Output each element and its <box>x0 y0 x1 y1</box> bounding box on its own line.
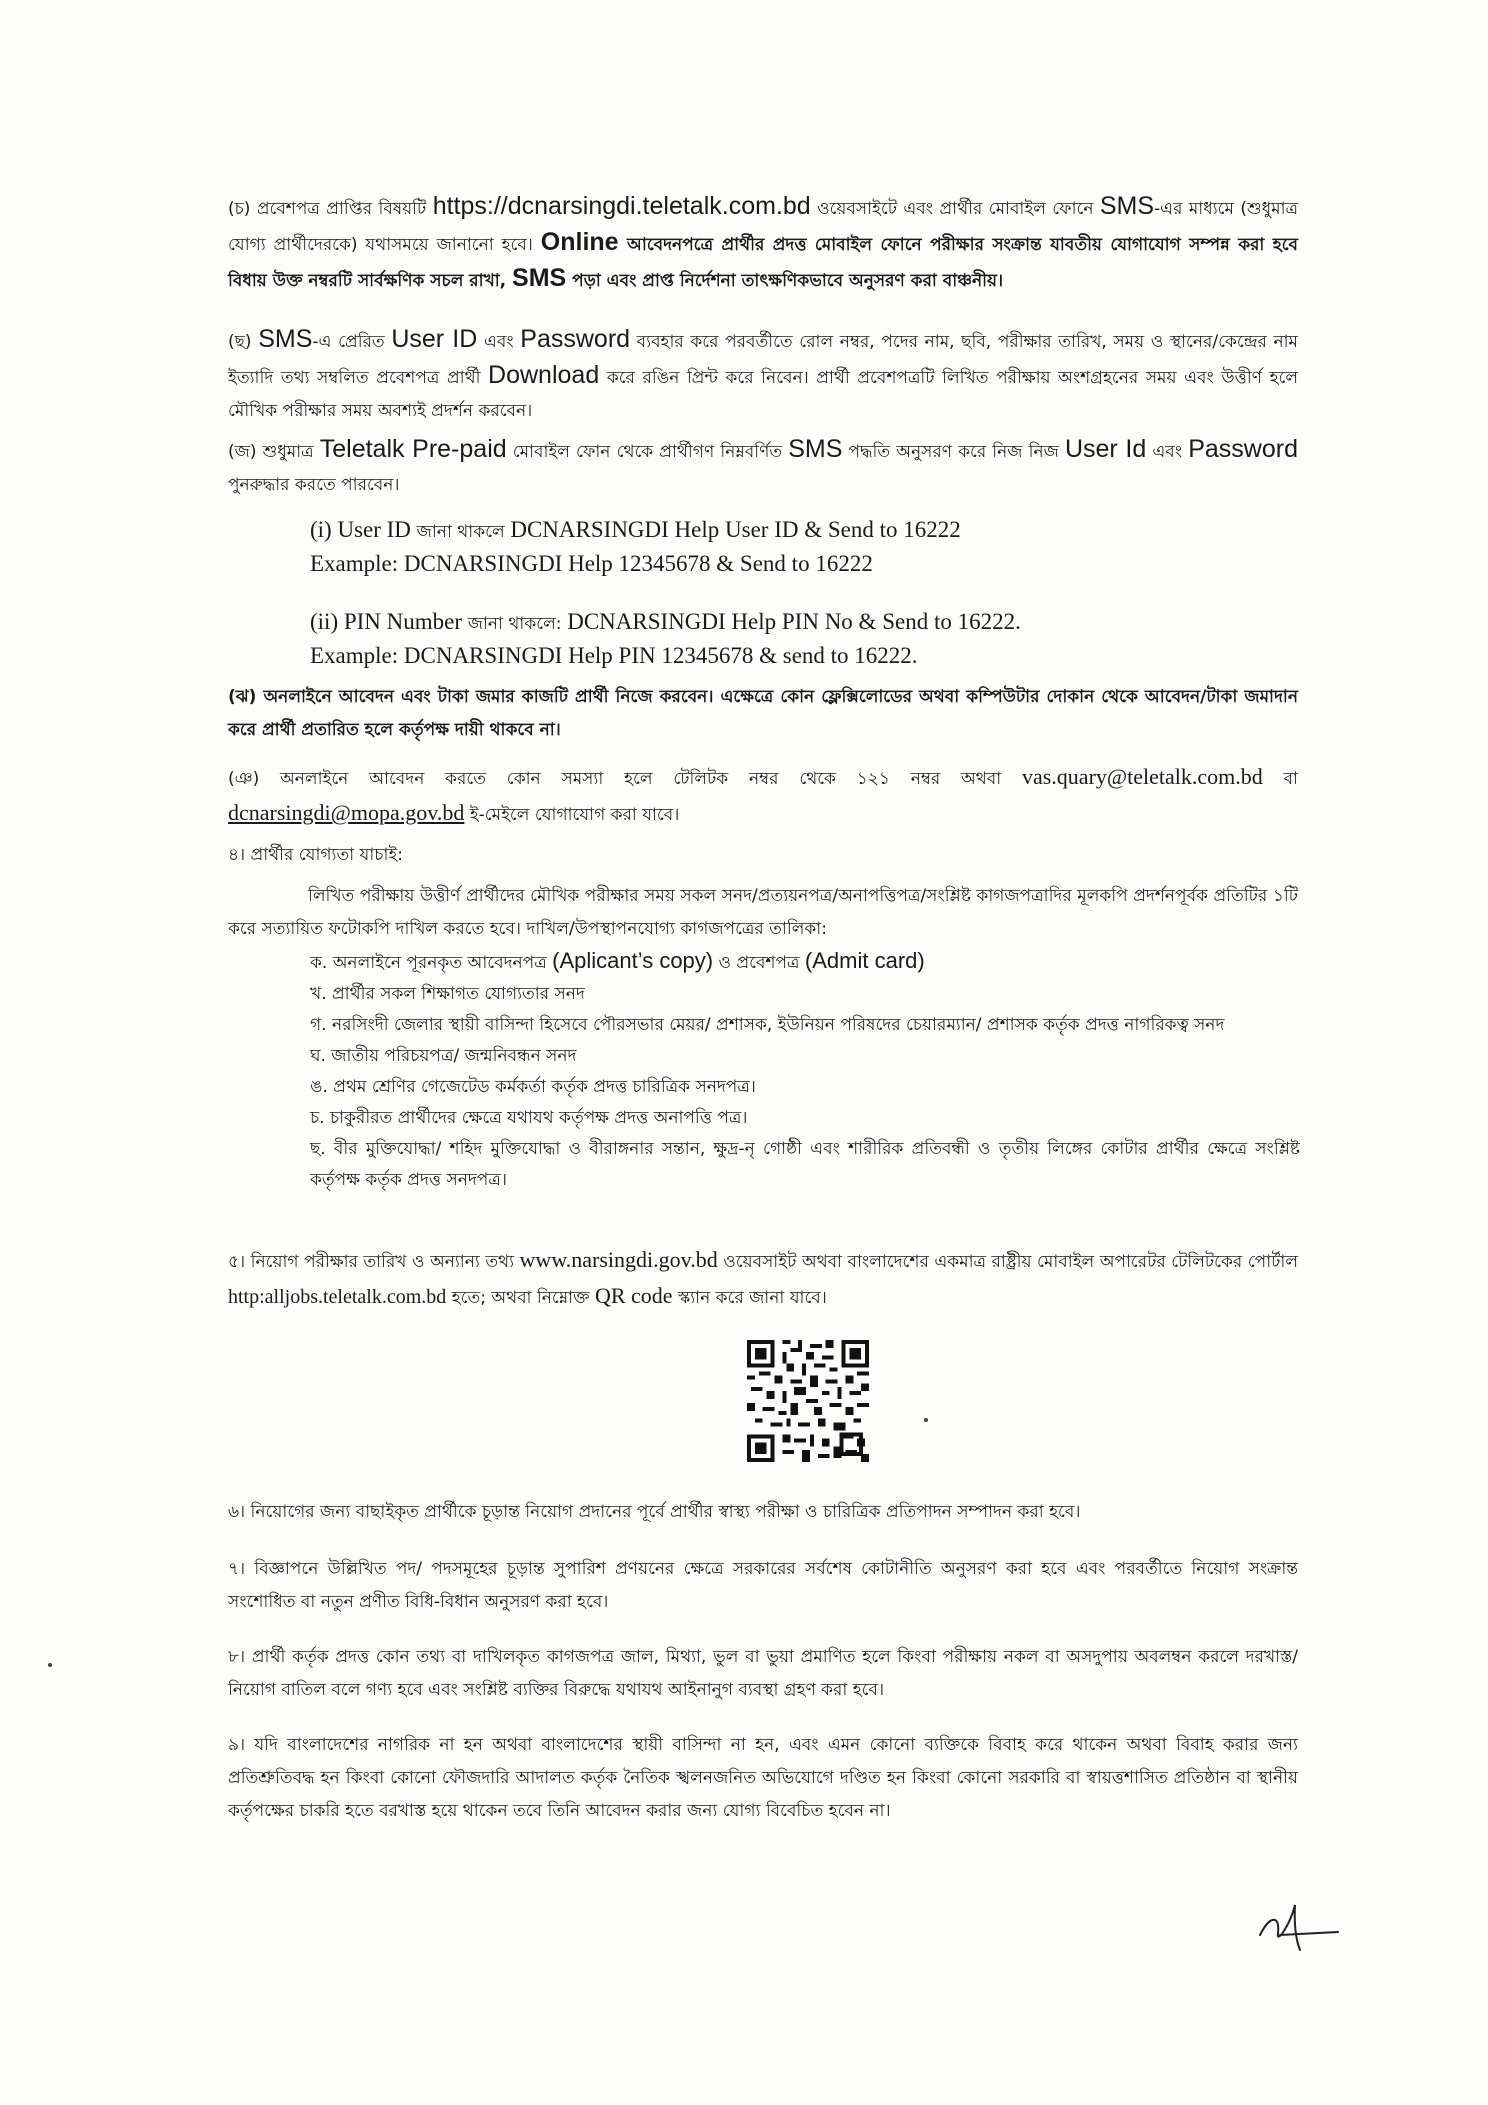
text: (চ) প্রবেশপত্র প্রাপ্তির বিষয়টি <box>228 199 433 219</box>
text: মোবাইল ফোন থেকে প্রার্থীগণ নিম্নবর্ণিত <box>506 442 789 462</box>
text: (ঝ) অনলাইনে আবেদন এবং টাকা জমার কাজটি প্রার্থী নিজে করবেন। এক্ষেত্রে কোন ফ্লেক্সিলোডের অথবা কম্পিউটার দোকান থেকে আবেদন/টাকা জমাদান করে প্রার্থী প্রতারিত হলে কর্তৃপক্ষ দায়ী থাকবে না। <box>228 687 1298 740</box>
text: (ঞ) অনলাইনে আবেদন করতে কোন সমস্যা হলে টেলিটক নম্বর থেকে ১২১ নম্বর অথবা <box>228 769 1022 789</box>
text: জানা থাকলে: <box>467 614 562 634</box>
text: SMS <box>512 264 567 292</box>
text: Password <box>1188 435 1298 463</box>
text: করে রঙিন প্রিন্ট করে নিবেন। প্রার্থী প্রবেশপত্রটি লিখিত পরীক্ষায় অংশগ্রহনের সময় এবং উত্তীর্ণ হলে মৌখিক পরীক্ষার সময় অবশ্যই প্রদর্শন করবেন। <box>228 368 1298 421</box>
text: SMS <box>1099 192 1155 220</box>
text: আবেদনপত্রে প্রার্থীর প্রদত্ত মোবাইল ফোনে পরীক্ষার সংক্রান্ত যাবতীয় যোগাযোগ সম্পন্ন করা হবে বিধায় উক্ত নম্বরটি সার্বক্ষণিক সচল রাখা, <box>228 235 1298 291</box>
list-item: ছ. বীর মুক্তিযোদ্ধা/ শহিদ মুক্তিযোদ্ধা ও বীরাঙ্গনার সন্তান, ক্ষুদ্র-নৃ গোষ্ঠী এবং শারীরিক প্রতিবন্ধী ও তৃতীয় লিঙ্গের কোটার প্রার্থীর ক্ষেত্রে সংশ্লিষ্ট কর্তৃপক্ষ কর্তৃক প্রদত্ত সনদপত্র। <box>310 1139 1300 1190</box>
text: Download <box>488 361 600 389</box>
text: (ii) PIN Number <box>310 609 468 634</box>
para-chha <box>228 323 1298 428</box>
url-alljobs: http:alljobs.teletalk.com.bd <box>228 1286 447 1308</box>
speck <box>48 1663 52 1667</box>
section-4-title <box>228 839 1298 872</box>
text: (ছ) <box>228 332 259 352</box>
email-teletalk: vas.quary@teletalk.com.bd <box>1021 764 1263 789</box>
section-7 <box>228 1553 1298 1619</box>
text: -এর মাধ্যমে (শুধুমাত্র যোগ্য প্রার্থীদেরকে) যথাসময়ে জানানো হবে। <box>228 199 1298 255</box>
text: ই-মেইলে যোগাযোগ করা যাবে। <box>464 805 680 825</box>
text: পুনরুদ্ধার করতে পারবেন। <box>228 475 400 495</box>
text: ৭। বিজ্ঞাপনে উল্লিখিত পদ/ পদসমূহের চূড়ান্ত সুপারিশ প্রণয়নের ক্ষেত্রে সরকারের সর্বশেষ কোটানীতি অনুসরণ করা হবে এবং পরবর্তীতে নিয়োগ সংক্রান্ত সংশোধিত বা নতুন প্রণীত বিধি-বিধান অনুসরণ করা হবে। <box>228 1559 1298 1612</box>
text: (Aplicant’s copy) <box>552 948 714 973</box>
para-jha <box>228 681 1298 747</box>
text: -এ প্রেরিত <box>312 332 392 352</box>
text: পড়া এবং প্রাপ্ত নির্দেশনা তাৎক্ষণিকভাবে অনুসরণ করা বাঞ্চনীয়। <box>566 271 1004 291</box>
text: QR code <box>594 1283 673 1308</box>
section-4-body <box>228 880 1298 946</box>
list-item: ঘ. জাতীয় পরিচয়পত্র/ জন্মনিবন্ধন সনদ <box>310 1046 577 1066</box>
text: ওয়েবসাইট অথবা বাংলাদেশের একমাত্র রাষ্ট্রীয় মোবাইল অপারেটর টেলিটকের পোর্টাল <box>717 1252 1298 1272</box>
text: জানা থাকলে <box>416 522 505 542</box>
url-teletalk: https://dcnarsingdi.teletalk.com.bd <box>432 192 811 220</box>
text: SMS <box>788 435 843 463</box>
text: বা <box>1262 769 1298 789</box>
text: স্ক্যান করে জানা যাবে। <box>672 1288 827 1308</box>
text: ও প্রবেশপত্র <box>713 953 805 973</box>
text: পদ্ধতি অনুসরণ করে নিজ নিজ <box>842 442 1065 462</box>
list-item: খ. প্রার্থীর সকল শিক্ষাগত যোগ্যতার সনদ <box>310 984 585 1004</box>
text: Teletalk Pre-paid <box>319 435 507 463</box>
sms-example-pin <box>310 606 1310 671</box>
text: ব্যবহার করে পরবর্তীতে রোল নম্বর, পদের নাম, ছবি, পরীক্ষার তারিখ, সময় ও স্থানের/কেন্দ্রের নাম ইত্যাদি তথ্য সম্বলিত প্রবেশপত্র প্রার্থী <box>228 332 1298 388</box>
section-5 <box>228 1243 1298 1315</box>
text: Online <box>540 228 619 256</box>
section-6 <box>228 1496 1298 1529</box>
text: (i) User ID <box>310 517 417 542</box>
list-item: গ. নরসিংদী জেলার স্থায়ী বাসিন্দা হিসেবে পৌরসভার মেয়র/ প্রশাসক, ইউনিয়ন পরিষদের চেয়ারম্যান/ প্রশাসক কর্তৃক প্রদত্ত নাগরিকত্ব সনদ <box>310 1015 1225 1035</box>
documents-list <box>310 945 1300 1196</box>
text: DCNARSINGDI Help User ID & Send to 16222 <box>504 517 961 542</box>
speck <box>924 1418 928 1422</box>
text: (জ) শুধুমাত্র <box>228 442 320 462</box>
para-ja <box>228 433 1298 502</box>
list-item <box>310 945 1300 979</box>
text: হতে; অথবা নিম্নোক্ত <box>446 1288 595 1308</box>
qr-code-icon <box>746 1340 870 1462</box>
text: Example: DCNARSINGDI Help PIN 12345678 & send to 16222. <box>310 643 918 668</box>
section-8 <box>228 1641 1298 1707</box>
text: এবং <box>477 332 521 352</box>
text: ক. অনলাইনে পূরনকৃত আবেদনপত্র <box>310 953 553 973</box>
text: SMS <box>258 325 313 353</box>
para-cha <box>228 190 1298 298</box>
email-dcnarsingdi[interactable]: dcnarsingdi@mopa.gov.bd <box>228 800 465 825</box>
text: ৪। প্রার্থীর যোগ্যতা যাচাই: <box>228 845 403 865</box>
url-narsingdi: www.narsingdi.gov.bd <box>519 1247 718 1272</box>
para-nya <box>228 760 1298 832</box>
text: ৮। প্রার্থী কর্তৃক প্রদত্ত কোন তথ্য বা দাখিলকৃত কাগজপত্র জাল, মিথ্যা, ভুল বা ভুয়া প্রমাণিত হলে কিংবা পরীক্ষায় নকল বা অসদুপায় অবলম্বন করলে দরখাস্ত/নিয়োগ বাতিল বলে গণ্য হবে এবং সংশ্লিষ্ট ব্যক্তির বিরুদ্ধে যথাযথ আইনানুগ ব্যবস্থা গ্রহণ করা হবে। <box>228 1647 1298 1700</box>
text: ৬। নিয়োগের জন্য বাছাইকৃত প্রার্থীকে চূড়ান্ত নিয়োগ প্রদানের পূর্বে প্রার্থীর স্বাস্থ্য পরীক্ষা ও চারিত্রিক প্রতিপাদন সম্পাদন করা হবে। <box>228 1502 1081 1522</box>
text: এবং <box>1146 442 1189 462</box>
text: DCNARSINGDI Help PIN No & Send to 16222. <box>561 609 1021 634</box>
text: ৫। নিয়োগ পরীক্ষার তারিখ ও অন্যান্য তথ্য <box>228 1252 520 1272</box>
list-item: চ. চাকুরীরত প্রার্থীদের ক্ষেত্রে যথাযথ কর্তৃপক্ষ প্রদত্ত অনাপত্তি পত্র। <box>310 1108 748 1128</box>
sms-example-user-id <box>310 514 1310 579</box>
text: User ID <box>391 325 478 353</box>
text: ওয়েবসাইটে এবং প্রার্থীর মোবাইল ফোনে <box>810 199 1100 219</box>
list-item: ঙ. প্রথম শ্রেণির গেজেটেড কর্মকর্তা কর্তৃক প্রদত্ত চারিত্রিক সনদপত্র। <box>310 1077 756 1097</box>
text: User Id <box>1064 435 1147 463</box>
text: Example: DCNARSINGDI Help 12345678 & Send to 16222 <box>310 551 873 576</box>
text: (Admit card) <box>804 948 925 973</box>
section-9 <box>228 1729 1298 1828</box>
text: Password <box>520 325 631 353</box>
signature-icon <box>1250 1895 1340 1955</box>
text: ৯। যদি বাংলাদেশের নাগরিক না হন অথবা বাংলাদেশের স্থায়ী বাসিন্দা না হন, এবং এমন কোনো ব্যক্তিকে বিবাহ করে থাকেন অথবা বিবাহ করার জন্য প্রতিশ্রুতিবদ্ধ হন কিংবা কোনো ফৌজদারি আদালত কর্তৃক নৈতিক স্খলনজনিত অভিযোগে দণ্ডিত হন কিংবা কোনো সরকারি বা স্বায়ত্তশাসিত প্রতিষ্ঠান বা স্থানীয় কর্তৃপক্ষের চাকরি হতে বরখাস্ত হয়ে থাকেন তবে তিনি আবেদন করার জন্য যোগ্য বিবেচিত হবেন না। <box>228 1735 1298 1821</box>
text: লিখিত পরীক্ষায় উত্তীর্ণ প্রার্থীদের মৌখিক পরীক্ষার সময় সকল সনদ/প্রত্যয়নপত্র/অনাপত্তিপত্র/সংশ্লিষ্ট কাগজপত্রাদির মূলকপি প্রদর্শনপূর্বক প্রতিটির ১টি করে সত্যায়িত ফটোকপি দাখিল করতে হবে। দাখিল/উপস্থাপনযোগ্য কাগজপত্রের তালিকা: <box>228 886 1298 939</box>
